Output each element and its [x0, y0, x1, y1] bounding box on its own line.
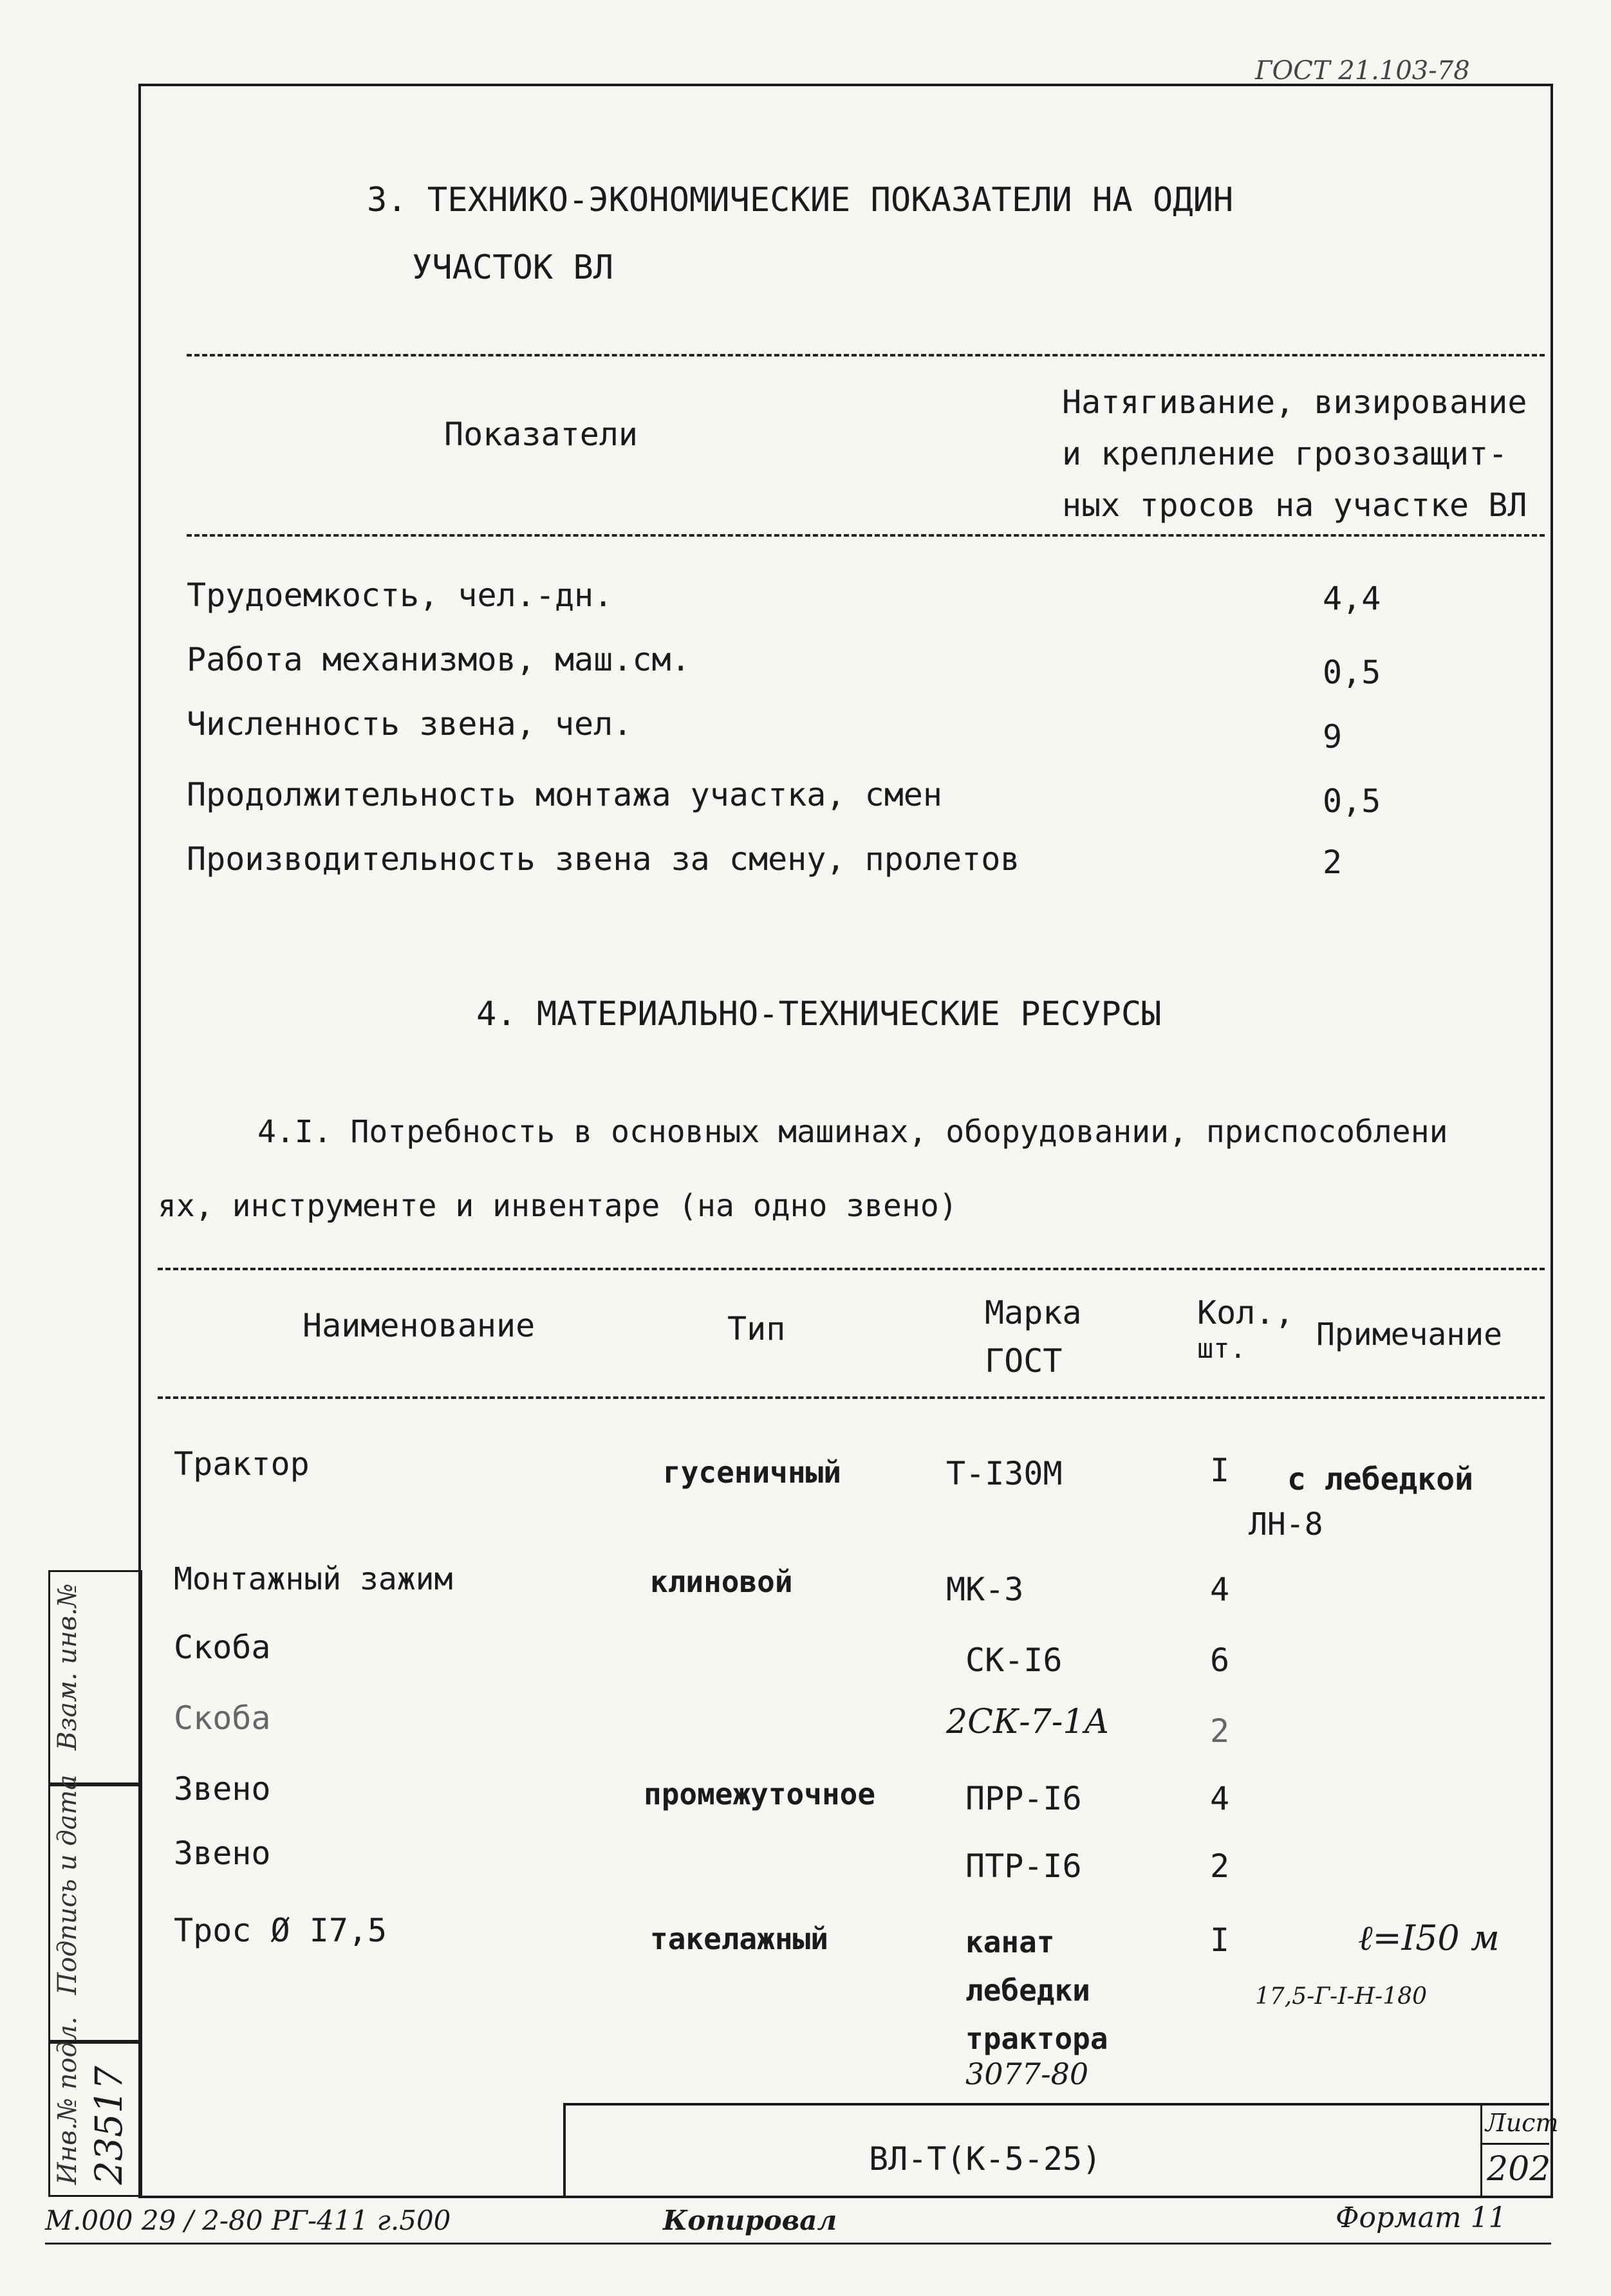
table2-row-note-2: ЛН-8: [1249, 1506, 1323, 1542]
table1-header-work-1: Натягивание, визирование: [1062, 384, 1527, 421]
side-stamp-inv-number: 23517: [87, 2066, 131, 2185]
table1-row-value: 0,5: [1323, 654, 1381, 691]
footer-right: Формат 11: [1336, 2201, 1507, 2234]
table2-row-qty: 4: [1210, 1571, 1230, 1608]
table2-row-mark: Т-I30М: [946, 1455, 1063, 1492]
table2-row-note: ℓ=I50 м: [1358, 1918, 1500, 1958]
table1-top-rule: [187, 354, 1545, 356]
section4-title: 4. МАТЕРИАЛЬНО-ТЕХНИЧЕСКИЕ РЕСУРСЫ: [476, 995, 1162, 1033]
section4-subtitle-line2: ях, инструменте и инвентаре (на одно звено): [158, 1188, 958, 1224]
table1-row-label: Численность звена, чел.: [187, 705, 633, 743]
table2-row-qty: 2: [1210, 1712, 1230, 1750]
table1-header-work-2: и крепление грозозащит-: [1062, 435, 1508, 472]
section4-subtitle-line1: 4.I. Потребность в основных машинах, оборудовании, приспособлени: [257, 1114, 1448, 1150]
table2-row-type: такелажный: [650, 1921, 828, 1956]
table2-row-note-2: 17,5-Г-I-Н-180: [1255, 1983, 1427, 2010]
table2-row-qty: I: [1210, 1452, 1230, 1489]
side-stamp-replace-label: Взам. инв.№: [53, 1583, 82, 1750]
table2-row-mark-4: 3077-80: [965, 2057, 1089, 2091]
stamp-sheet-mid: [1480, 2143, 1549, 2145]
side-stamp-inv-label: Инв.№ подл.: [53, 2016, 82, 2185]
table2-row-name: Звено: [174, 1835, 271, 1872]
table2-row-note: с лебедкой: [1287, 1461, 1473, 1497]
table2-row-name: Трактор: [174, 1445, 310, 1483]
table1-row-label: Продолжительность монтажа участка, смен: [187, 776, 942, 813]
table2-row-mark: ПТР-I6: [965, 1847, 1082, 1885]
table2-header-type: Тип: [727, 1310, 786, 1347]
table1-row-label: Трудоемкость, чел.-дн.: [187, 577, 613, 614]
table2-row-mark: 2СК-7-1А: [946, 1703, 1110, 1741]
stamp-sheet-divider: [1480, 2103, 1482, 2196]
stamp-sheet-label: Лист: [1485, 2109, 1559, 2137]
table2-row-mark-2: лебедки: [965, 1973, 1090, 2008]
table2-row-name: Монтажный зажим: [174, 1561, 453, 1597]
table2-header-mark-2: ГОСТ: [985, 1342, 1063, 1380]
table2-row-qty: 4: [1210, 1780, 1230, 1817]
header-doc-ref: ГОСТ 21.103-78: [1255, 56, 1470, 86]
footer-middle: Копировал: [663, 2205, 837, 2236]
footer-underline: [45, 2243, 1551, 2245]
side-stamp-sign-label: Подпись и дата: [53, 1774, 82, 1995]
table2-row-qty: 6: [1210, 1642, 1230, 1679]
stamp-left-line: [563, 2103, 566, 2196]
footer-left: М.000 29 / 2-80 РГ-411 г.500: [45, 2205, 451, 2236]
table2-row-name: Звено: [174, 1770, 271, 1808]
table2-row-qty: I: [1210, 1921, 1230, 1959]
table2-row-mark: МК-3: [946, 1571, 1024, 1608]
stamp-top-line: [563, 2103, 1549, 2106]
section3-title-line1: 3. ТЕХНИКО-ЭКОНОМИЧЕСКИЕ ПОКАЗАТЕЛИ НА ОДИН: [367, 181, 1234, 219]
table2-row-mark-3: трактора: [965, 2021, 1108, 2056]
table2-row-type: промежуточное: [644, 1777, 876, 1811]
table2-header-mark-1: Марка: [985, 1294, 1082, 1331]
stamp-doc-code: ВЛ-Т(К-5-25): [869, 2140, 1102, 2178]
table1-header-rule: [187, 534, 1545, 537]
table1-row-label: Производительность звена за смену, пролетов: [187, 840, 1020, 878]
table2-row-name: Скоба: [174, 1629, 271, 1666]
table2-row-mark: канат: [965, 1925, 1055, 1959]
table1-row-value: 0,5: [1323, 782, 1381, 820]
table1-header-work-3: ных тросов на участке ВЛ: [1062, 486, 1527, 524]
table1-header-indicator: Показатели: [444, 416, 638, 453]
table2-header-qty-2: шт.: [1197, 1333, 1246, 1364]
table2-row-qty: 2: [1210, 1847, 1230, 1885]
table2-row-mark: ПРР-I6: [965, 1780, 1082, 1817]
table2-header-qty-1: Кол.,: [1197, 1294, 1294, 1331]
table2-header-name: Наименование: [303, 1307, 535, 1344]
table2-row-name: Скоба: [174, 1699, 271, 1737]
table1-row-value: 9: [1323, 718, 1343, 755]
table2-header-rule: [158, 1396, 1545, 1399]
table1-row-value: 4,4: [1323, 580, 1381, 617]
stamp-sheet-number: 202: [1487, 2150, 1551, 2189]
table2-row-name: Трос Ø I7,5: [174, 1912, 387, 1949]
table1-row-value: 2: [1323, 844, 1343, 881]
table1-row-label: Работа механизмов, маш.см.: [187, 641, 691, 678]
section3-title-line2: УЧАСТОК ВЛ: [412, 248, 614, 287]
table2-top-rule: [158, 1268, 1545, 1270]
table2-row-mark: СК-I6: [965, 1642, 1063, 1679]
table2-header-note: Примечание: [1316, 1317, 1502, 1353]
table2-row-type: клиновой: [650, 1564, 793, 1599]
table2-row-type: гусеничный: [663, 1455, 841, 1490]
